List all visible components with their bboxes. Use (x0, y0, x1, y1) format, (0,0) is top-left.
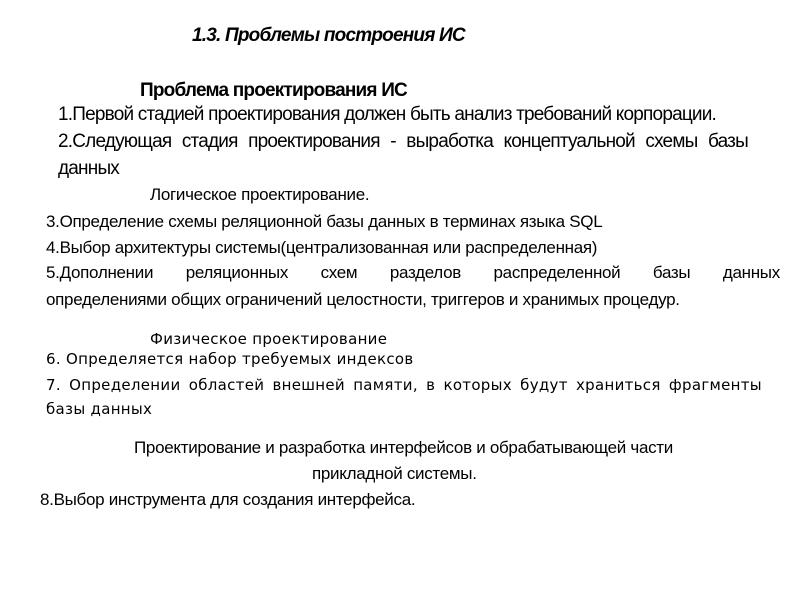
list-item-7-word: в (426, 376, 436, 394)
list-item-7-line2: базы данных (46, 400, 153, 418)
page-title: 1.3. Проблемы построения ИС (192, 25, 465, 46)
list-item-6: 6. Определяется набор требуемых индексов (46, 350, 414, 368)
list-item-7-line1 (46, 376, 762, 394)
list-item-7-word: которых (443, 376, 512, 394)
list-item-5-word: данных (722, 263, 780, 282)
list-item-2-word: базы (707, 131, 748, 152)
list-item-5-word: 5.Дополнении (46, 263, 154, 282)
list-item-4: 4.Выбор архитектуры системы(централизованная или распределенная) (46, 238, 598, 257)
list-item-8: 8.Выбор инструмента для создания интерфейса. (40, 490, 416, 509)
list-item-2-word: стадия (181, 131, 238, 152)
list-item-7-word: 7. (46, 376, 61, 394)
list-item-2-word: схемы (645, 131, 698, 152)
list-item-5-word: базы (652, 263, 691, 282)
section-heading-design: Проблема проектирования ИС (140, 80, 407, 101)
list-item-2-word: - (390, 131, 396, 152)
list-item-7-word: внешней (272, 376, 345, 394)
list-item-5-word: разделов (389, 263, 461, 282)
section-heading-physical: Физическое проектирование (150, 330, 388, 348)
list-item-2-word: 2.Следующая (58, 131, 172, 152)
list-item-2-word: концептуальной (503, 131, 635, 152)
list-item-2-line2: данных (58, 158, 119, 179)
list-item-5-word: реляционных (185, 263, 289, 282)
section-heading-interface-line2: прикладной системы. (312, 464, 477, 483)
list-item-5-word: схем (320, 263, 358, 282)
section-heading-logical: Логическое проектирование. (150, 185, 370, 204)
list-item-5-line1 (46, 263, 780, 283)
list-item-5-line2: определениями общих ограничений целостности, триггеров и хранимых процедур. (46, 290, 680, 309)
list-item-2-word: выработка (406, 131, 493, 152)
list-item-7-word: будут (520, 376, 568, 394)
list-item-7-word: Определении (69, 376, 181, 394)
list-item-7-word: памяти, (353, 376, 418, 394)
list-item-7-word: фрагменты (668, 376, 762, 394)
list-item-5-word: распределенной (493, 263, 621, 282)
list-item-2-line1 (58, 131, 748, 153)
section-heading-interface-line1: Проектирование и разработка интерфейсов и обрабатывающей части (134, 438, 673, 457)
list-item-3: 3.Определение схемы реляционной базы данных в терминах языка SQL (46, 212, 603, 231)
list-item-7-word: областей (188, 376, 265, 394)
list-item-2-word: проектирования (248, 131, 380, 152)
list-item-7-word: храниться (575, 376, 661, 394)
list-item-1: 1.Первой стадией проектирования должен быть анализ требований корпорации. (58, 104, 717, 125)
